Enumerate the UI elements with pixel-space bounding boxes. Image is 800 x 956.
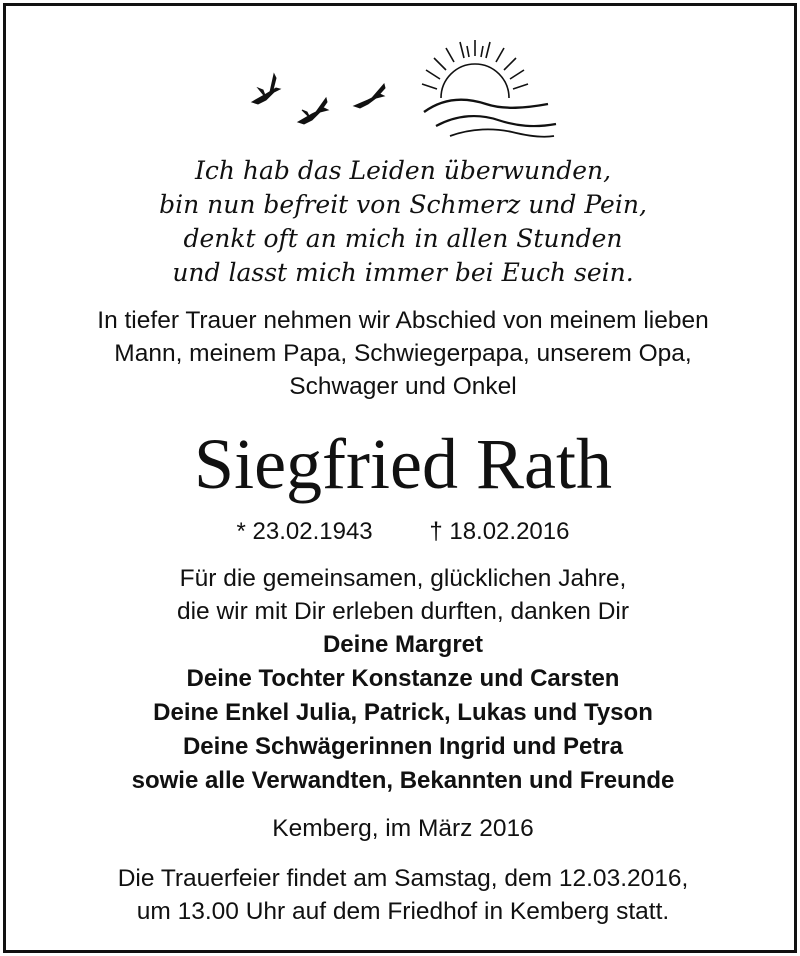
- funeral-line: Die Trauerfeier findet am Samstag, dem 12.03.2016,: [117, 865, 689, 892]
- family-line: Deine Tochter Konstanze und Carsten: [186, 665, 620, 692]
- intro-line: Schwager und Onkel: [289, 373, 517, 400]
- thanks-line: die wir mit Dir erleben durften, danken Dir: [176, 598, 630, 625]
- deceased-name: Siegfried Rath: [194, 424, 612, 504]
- thanks-line: Für die gemeinsamen, glücklichen Jahre,: [179, 565, 627, 592]
- thanks-text: [6, 562, 800, 628]
- poem-line: und lasst mich immer bei Euch sein.: [172, 258, 634, 287]
- place-and-date: Kemberg, im März 2016: [272, 815, 534, 842]
- intro-line: Mann, meinem Papa, Schwiegerpapa, unserem Opa,: [114, 340, 692, 367]
- poem-line: bin nun befreit von Schmerz und Pein,: [159, 190, 647, 219]
- cranes-and-sunrise-illustration: [236, 30, 576, 140]
- death-date: † 18.02.2016: [429, 518, 570, 545]
- mourning-intro: [6, 304, 800, 403]
- family-line: Deine Enkel Julia, Patrick, Lukas und Tyson: [153, 699, 653, 726]
- poem-line: Ich hab das Leiden überwunden,: [194, 156, 612, 185]
- life-dates: [6, 516, 800, 548]
- family-signatures: [6, 628, 800, 798]
- sunrise-icon: [422, 40, 556, 137]
- funeral-notice: [6, 862, 800, 928]
- flying-cranes-icon: [252, 74, 385, 124]
- birth-date: * 23.02.1943: [236, 518, 373, 545]
- obituary-frame: [3, 3, 797, 953]
- intro-line: In tiefer Trauer nehmen wir Abschied von meinem lieben: [97, 307, 709, 334]
- family-line: Deine Schwägerinnen Ingrid und Petra: [182, 733, 624, 760]
- family-line: Deine Margret: [322, 631, 484, 658]
- poem: [6, 154, 800, 290]
- poem-line: denkt oft an mich in allen Stunden: [183, 224, 623, 253]
- funeral-line: um 13.00 Uhr auf dem Friedhof in Kemberg statt.: [136, 898, 670, 925]
- family-line: sowie alle Verwandten, Bekannten und Freunde: [131, 767, 675, 794]
